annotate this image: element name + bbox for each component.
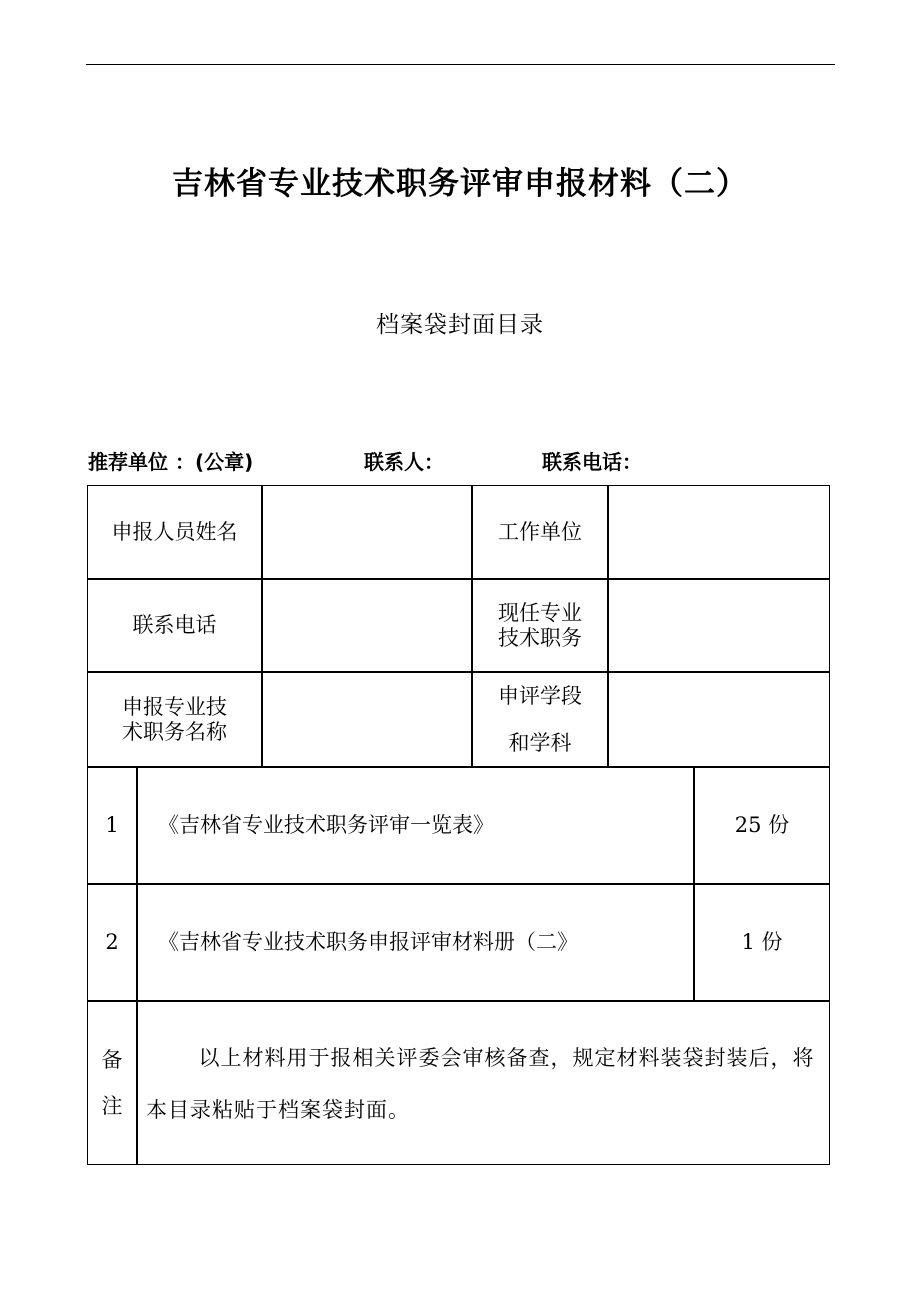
row-divider (88, 1000, 829, 1002)
contact-phone-label: 联系电话： (542, 450, 642, 474)
current-title-label-line1: 现任专业 (498, 601, 582, 626)
applied-title-label-line2: 术职务名称 (122, 719, 227, 744)
document-title: 吉林省专业技术职务评审申报材料（二） (172, 166, 748, 202)
discipline-field[interactable] (609, 673, 829, 766)
header-rule (86, 64, 835, 65)
current-title-label (473, 580, 607, 671)
remarks-label-char: 注 (101, 1094, 123, 1118)
applied-title-label (88, 673, 261, 766)
phone-field[interactable] (263, 580, 471, 671)
material-name: 《吉林省专业技术职务申报评审材料册（二》 (158, 930, 578, 955)
material-copies: 1 份 (741, 930, 783, 955)
material-name: 《吉林省专业技术职务评审一览表》 (158, 813, 494, 838)
work-unit-label: 工作单位 (498, 519, 582, 544)
remarks-label-char: 备 (101, 1047, 123, 1072)
applicant-name-field[interactable] (263, 486, 471, 578)
discipline-label-line1: 申评学段 (498, 684, 582, 709)
discipline-label-line2: 和学科 (508, 730, 572, 755)
phone-label: 联系电话 (132, 613, 217, 638)
remarks-text: 以上材料用于报相关评委会审核备查，规定材料装袋封装后，将本目录粘贴于档案袋封面。 (146, 1046, 815, 1122)
recommending-unit-label: 推荐单位 ：(公章) (88, 450, 254, 474)
work-unit-field[interactable] (609, 486, 829, 578)
applied-title-field[interactable] (263, 673, 471, 766)
document-subtitle: 档案袋封面目录 (376, 312, 544, 338)
material-number: 2 (105, 930, 119, 955)
current-title-label-line2: 技术职务 (498, 625, 582, 650)
material-copies: 25 份 (734, 813, 790, 838)
discipline-label (473, 673, 607, 766)
material-number: 1 (105, 813, 119, 838)
applicant-name-label: 申报人员姓名 (111, 519, 238, 544)
applied-title-label-line1: 申报专业技 (122, 695, 227, 720)
remarks-label (88, 1002, 136, 1164)
contact-person-label: 联系人： (364, 450, 444, 474)
archive-catalog-table (87, 485, 830, 1165)
current-title-field[interactable] (609, 580, 829, 671)
